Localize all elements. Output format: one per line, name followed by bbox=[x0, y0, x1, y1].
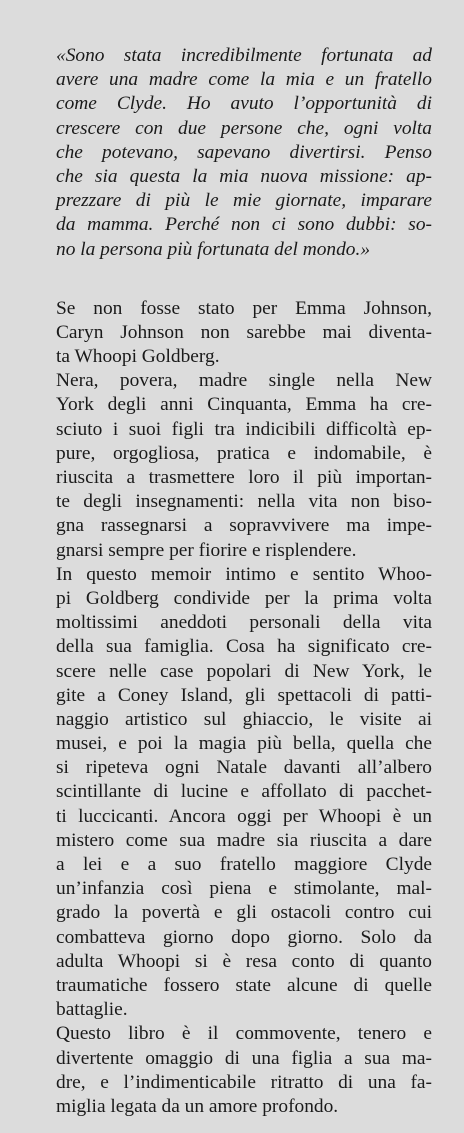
paragraph-line: battaglie. bbox=[56, 999, 128, 1021]
paragraph-line: musei, e poi la magia più bella, quella che bbox=[56, 733, 432, 755]
paragraph-line: In questo memoir intimo e sentito Whoo- bbox=[56, 563, 432, 585]
synopsis-paragraph bbox=[56, 563, 432, 1023]
paragraph-line: grado la povertà e gli ostacoli contro cui bbox=[56, 902, 432, 924]
paragraph-line: naggio artistico sul ghiaccio, le visite ai bbox=[56, 708, 432, 730]
paragraph-line: miglia legata da un amore profondo. bbox=[56, 1095, 339, 1117]
paragraph-line: te degli insegnamenti: nella vita non biso- bbox=[56, 491, 432, 513]
quote-line: crescere con due persone che, ogni volta bbox=[56, 117, 432, 139]
paragraph-line: Se non fosse stato per Emma Johnson, bbox=[56, 297, 432, 319]
paragraph-line: sciuto i suoi figli tra indicibili difficoltà ep- bbox=[56, 418, 432, 440]
paragraph-line: combatteva giorno dopo giorno. Solo da bbox=[56, 926, 432, 948]
paragraph-line: scere nelle case popolari di New York, le bbox=[56, 660, 432, 682]
paragraph-line: pi Goldberg condivide per la prima volta bbox=[56, 587, 432, 609]
synopsis-body bbox=[56, 297, 432, 1119]
paragraph-line: gna rassegnarsi a sopravvivere ma impe- bbox=[56, 515, 432, 537]
quote-line: che potevano, sapevano divertirsi. Penso bbox=[56, 141, 432, 163]
paragraph-line: Questo libro è il commovente, tenero e bbox=[56, 1023, 432, 1045]
quote-line: «Sono stata incredibilmente fortunata ad bbox=[56, 45, 432, 66]
paragraph-line: scintillante di lucine e affollato di pacchet- bbox=[56, 781, 432, 803]
paragraph-line: della sua famiglia. Cosa ha significato cre- bbox=[56, 636, 432, 658]
paragraph-line: ta Whoopi Goldberg. bbox=[56, 346, 220, 368]
paragraph-line: moltissimi aneddoti personali della vita bbox=[56, 612, 432, 634]
quote-line: avere una madre come la mia e un fratello bbox=[56, 69, 432, 91]
paragraph-line: adulta Whoopi si è resa conto di quanto bbox=[56, 950, 432, 972]
paragraph-line: gnarsi sempre per fiorire e risplendere. bbox=[56, 539, 357, 561]
paragraph-line: York degli anni Cinquanta, Emma ha cre- bbox=[56, 394, 432, 416]
paragraph-line: ti luccicanti. Ancora oggi per Whoopi è un bbox=[56, 805, 432, 827]
paragraph-line: un’infanzia così piena e stimolante, mal- bbox=[56, 878, 432, 900]
synopsis-paragraph bbox=[56, 1022, 432, 1119]
paragraph-line: Nera, povera, madre single nella New bbox=[56, 370, 432, 392]
paragraph-line: divertente omaggio di una figlia a sua ma- bbox=[56, 1047, 432, 1069]
paragraph-line: traumatiche fossero state alcune di quelle bbox=[56, 974, 432, 996]
paragraph-line: Caryn Johnson non sarebbe mai diventa- bbox=[56, 321, 432, 343]
paragraph-line: mistero come sua madre sia riuscita a dare bbox=[56, 829, 432, 851]
quote-line: da mamma. Perché non ci sono dubbi: so- bbox=[56, 214, 432, 236]
quote-line: che sia questa la mia nuova missione: ap- bbox=[56, 165, 432, 187]
italic-quote-block bbox=[56, 44, 432, 262]
paragraph-line: riuscita a trasmettere loro il più importan- bbox=[56, 467, 432, 488]
synopsis-paragraph bbox=[56, 369, 432, 563]
paragraph-line: a lei e a suo fratello maggiore Clyde bbox=[56, 854, 432, 875]
quote-line: no la persona più fortunata del mondo.» bbox=[56, 238, 371, 260]
paragraph-line: dre, e l’indimenticabile ritratto di una fa- bbox=[56, 1071, 432, 1093]
synopsis-paragraph bbox=[56, 297, 432, 370]
paragraph-line: si ripeteva ogni Natale davanti all’albero bbox=[56, 757, 432, 779]
paragraph-line: gite a Coney Island, gli spettacoli di patti- bbox=[56, 684, 432, 706]
paragraph-line: pure, orgogliosa, pratica e indomabile, è bbox=[56, 442, 432, 464]
quote-line: come Clyde. Ho avuto l’opportunità di bbox=[56, 93, 432, 115]
quote-line: prezzare di più le mie giornate, imparare bbox=[56, 190, 432, 212]
